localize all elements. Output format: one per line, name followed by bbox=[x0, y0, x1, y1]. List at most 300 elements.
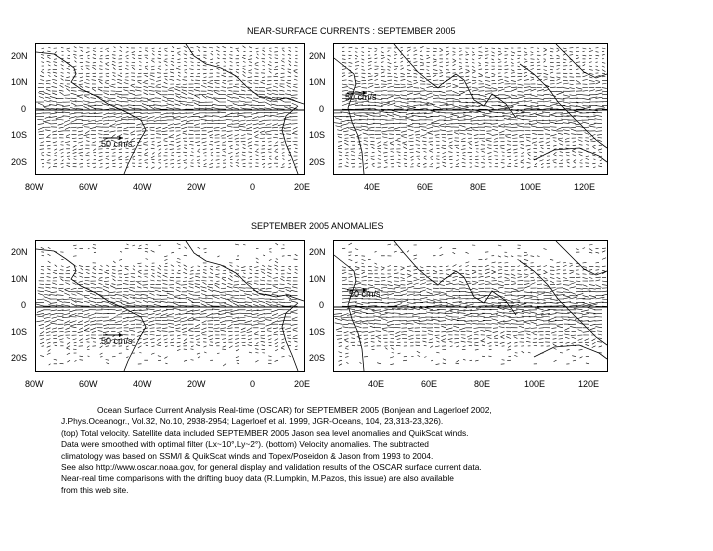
current-vector bbox=[482, 167, 485, 168]
current-vector bbox=[492, 88, 498, 90]
current-vector bbox=[388, 62, 392, 63]
current-vector bbox=[189, 293, 194, 295]
current-vector bbox=[126, 244, 128, 245]
current-vector bbox=[498, 292, 506, 294]
current-vector bbox=[152, 273, 154, 274]
current-vector bbox=[169, 134, 174, 136]
current-vector bbox=[421, 130, 426, 131]
current-vector bbox=[135, 90, 141, 91]
current-vector bbox=[498, 287, 503, 288]
current-vector bbox=[177, 342, 181, 343]
current-vector bbox=[383, 152, 387, 153]
current-vector bbox=[342, 84, 347, 85]
current-vector bbox=[255, 137, 258, 138]
current-vector bbox=[288, 69, 291, 70]
current-vector bbox=[466, 262, 470, 263]
current-vector bbox=[178, 163, 181, 164]
current-vector bbox=[417, 351, 420, 353]
current-vector bbox=[346, 362, 348, 364]
current-vector bbox=[90, 106, 96, 109]
current-vector bbox=[128, 295, 135, 296]
current-vector bbox=[580, 357, 583, 358]
current-vector bbox=[533, 148, 537, 149]
current-vector bbox=[479, 138, 485, 139]
current-vector bbox=[459, 328, 465, 330]
current-vector bbox=[77, 293, 83, 296]
current-vector bbox=[453, 331, 459, 332]
current-vector bbox=[550, 259, 553, 260]
current-vector bbox=[589, 291, 596, 292]
current-vector bbox=[145, 152, 148, 154]
current-vector bbox=[249, 269, 252, 270]
current-vector bbox=[466, 52, 468, 53]
current-vector bbox=[66, 348, 70, 349]
current-vector bbox=[53, 82, 57, 84]
current-vector bbox=[256, 155, 259, 156]
current-vector bbox=[570, 55, 574, 56]
ytick: 10N bbox=[11, 274, 28, 284]
current-vector bbox=[164, 160, 168, 161]
current-vector bbox=[557, 324, 563, 325]
current-vector bbox=[242, 57, 246, 59]
current-vector bbox=[504, 118, 511, 120]
current-vector bbox=[440, 285, 446, 286]
current-vector bbox=[112, 163, 115, 164]
current-vector bbox=[428, 334, 433, 335]
current-vector bbox=[492, 267, 495, 268]
current-vector bbox=[420, 108, 428, 109]
current-vector bbox=[267, 272, 271, 274]
current-vector bbox=[466, 70, 470, 71]
current-vector bbox=[439, 116, 446, 117]
current-vector bbox=[498, 54, 502, 56]
current-vector bbox=[293, 335, 297, 337]
current-vector bbox=[239, 126, 246, 127]
current-vector bbox=[401, 277, 405, 278]
current-vector bbox=[453, 302, 462, 303]
current-vector bbox=[47, 145, 51, 146]
current-vector bbox=[351, 151, 355, 152]
current-vector bbox=[440, 50, 444, 51]
current-vector bbox=[222, 278, 226, 281]
current-vector bbox=[360, 362, 362, 364]
current-vector bbox=[262, 265, 265, 266]
current-vector bbox=[342, 280, 347, 281]
current-vector bbox=[106, 265, 109, 267]
current-vector bbox=[262, 156, 265, 157]
current-vector bbox=[440, 70, 443, 72]
current-vector bbox=[234, 281, 239, 282]
current-vector bbox=[86, 272, 89, 273]
current-vector bbox=[104, 97, 109, 99]
current-vector bbox=[361, 126, 368, 127]
current-vector bbox=[355, 283, 361, 285]
caption bbox=[61, 405, 621, 496]
current-vector bbox=[79, 80, 83, 81]
current-vector bbox=[576, 293, 583, 295]
current-vector bbox=[66, 267, 70, 268]
current-vector bbox=[430, 310, 440, 311]
current-vector bbox=[570, 292, 576, 294]
current-vector bbox=[177, 244, 181, 245]
current-vector bbox=[539, 339, 544, 340]
current-vector bbox=[122, 321, 128, 323]
current-vector bbox=[167, 104, 174, 106]
current-vector bbox=[241, 328, 246, 330]
current-vector bbox=[243, 166, 246, 167]
current-vector bbox=[181, 295, 187, 296]
current-vector bbox=[562, 319, 569, 321]
current-vector bbox=[100, 55, 102, 56]
current-vector bbox=[531, 89, 537, 91]
current-vector bbox=[492, 73, 496, 74]
current-vector bbox=[592, 342, 596, 344]
current-vector bbox=[446, 86, 451, 88]
current-vector bbox=[98, 134, 103, 135]
current-vector bbox=[64, 120, 70, 122]
current-vector bbox=[433, 277, 438, 278]
current-vector bbox=[440, 86, 445, 87]
current-vector bbox=[211, 53, 213, 55]
current-vector bbox=[378, 159, 381, 160]
current-vector bbox=[563, 292, 570, 293]
current-vector bbox=[530, 322, 537, 324]
current-vector bbox=[72, 138, 77, 139]
current-vector bbox=[428, 330, 433, 331]
current-vector bbox=[495, 345, 498, 346]
current-vector bbox=[75, 119, 83, 120]
current-vector bbox=[267, 276, 271, 278]
current-vector bbox=[176, 142, 180, 143]
current-vector bbox=[256, 57, 259, 59]
current-vector bbox=[355, 61, 359, 62]
current-vector bbox=[148, 116, 155, 118]
current-vector bbox=[174, 89, 180, 92]
current-vector bbox=[550, 277, 554, 278]
current-vector bbox=[262, 61, 265, 62]
current-vector bbox=[292, 91, 297, 92]
current-vector bbox=[137, 287, 141, 289]
current-vector bbox=[103, 289, 109, 292]
current-vector bbox=[346, 158, 348, 160]
current-vector bbox=[563, 59, 566, 60]
current-vector bbox=[461, 338, 465, 339]
current-vector bbox=[46, 83, 50, 84]
current-vector bbox=[563, 95, 570, 97]
current-vector bbox=[537, 59, 539, 60]
current-vector bbox=[61, 76, 64, 77]
current-vector bbox=[207, 286, 213, 288]
current-vector bbox=[85, 280, 90, 281]
current-vector bbox=[56, 295, 63, 296]
current-vector bbox=[589, 77, 592, 78]
coastline bbox=[394, 241, 516, 315]
current-vector bbox=[401, 267, 405, 268]
current-vector bbox=[598, 166, 602, 167]
current-vector bbox=[125, 80, 129, 81]
current-vector bbox=[88, 356, 90, 357]
current-vector bbox=[546, 138, 550, 139]
current-vector bbox=[355, 262, 357, 263]
current-vector bbox=[291, 97, 297, 98]
current-vector bbox=[511, 103, 519, 106]
current-vector bbox=[273, 86, 278, 88]
current-vector bbox=[206, 96, 213, 98]
current-vector bbox=[498, 126, 504, 127]
current-vector bbox=[368, 83, 373, 84]
current-vector bbox=[253, 127, 258, 129]
current-vector bbox=[553, 145, 556, 146]
current-vector bbox=[184, 268, 187, 270]
current-vector bbox=[381, 66, 383, 67]
current-vector bbox=[356, 326, 362, 328]
current-vector bbox=[557, 82, 562, 84]
current-vector bbox=[92, 331, 96, 332]
current-vector bbox=[185, 72, 187, 73]
current-vector bbox=[96, 287, 102, 288]
current-vector bbox=[211, 152, 213, 153]
current-vector bbox=[202, 142, 207, 143]
current-vector bbox=[355, 249, 358, 250]
current-vector bbox=[394, 285, 400, 286]
map-panel-indian-anomaly bbox=[333, 240, 608, 372]
current-vector bbox=[92, 276, 96, 277]
current-vector bbox=[138, 82, 142, 84]
current-vector bbox=[51, 323, 57, 324]
current-vector bbox=[524, 259, 528, 260]
current-vector bbox=[74, 106, 83, 107]
current-vector bbox=[524, 252, 527, 253]
current-vector bbox=[275, 159, 278, 160]
current-vector bbox=[557, 48, 560, 49]
current-vector bbox=[200, 300, 206, 302]
current-vector bbox=[365, 167, 368, 169]
current-vector bbox=[249, 82, 252, 84]
current-vector bbox=[130, 131, 135, 134]
current-vector bbox=[511, 70, 514, 71]
current-vector bbox=[345, 340, 349, 342]
current-vector bbox=[59, 277, 63, 278]
current-vector bbox=[441, 335, 446, 337]
current-vector bbox=[282, 65, 285, 66]
current-vector bbox=[485, 330, 491, 331]
current-vector bbox=[518, 274, 523, 275]
current-vector bbox=[381, 269, 384, 270]
xtick: 20W bbox=[187, 379, 206, 389]
current-vector bbox=[420, 95, 427, 96]
current-vector bbox=[294, 160, 297, 161]
current-vector bbox=[275, 346, 278, 347]
current-vector bbox=[472, 288, 478, 289]
current-vector bbox=[288, 60, 291, 62]
current-vector bbox=[505, 80, 509, 81]
current-vector bbox=[40, 342, 44, 344]
current-vector bbox=[105, 80, 109, 81]
current-vector bbox=[149, 90, 155, 91]
current-vector bbox=[394, 98, 401, 99]
current-vector bbox=[371, 156, 375, 157]
current-vector bbox=[514, 166, 517, 167]
current-vector bbox=[71, 120, 77, 122]
current-vector bbox=[502, 360, 505, 361]
current-vector bbox=[448, 339, 453, 340]
current-vector bbox=[446, 54, 449, 56]
current-vector bbox=[47, 134, 50, 136]
current-vector bbox=[395, 130, 401, 131]
current-vector bbox=[537, 65, 540, 66]
current-vector bbox=[275, 73, 278, 74]
current-vector bbox=[236, 62, 239, 63]
current-vector bbox=[563, 102, 570, 103]
current-vector bbox=[539, 342, 544, 343]
current-vector bbox=[198, 163, 200, 164]
current-vector bbox=[174, 108, 181, 109]
current-vector bbox=[492, 55, 495, 56]
current-vector bbox=[167, 293, 174, 295]
current-vector bbox=[544, 54, 547, 55]
current-vector bbox=[156, 134, 161, 135]
current-vector bbox=[100, 163, 102, 164]
current-vector bbox=[251, 107, 258, 109]
current-vector bbox=[453, 291, 461, 292]
current-vector bbox=[596, 252, 600, 253]
current-vector bbox=[165, 342, 168, 343]
current-vector bbox=[162, 127, 167, 129]
current-vector bbox=[98, 79, 102, 80]
xtick: 60W bbox=[79, 379, 98, 389]
current-vector bbox=[459, 83, 464, 84]
current-vector bbox=[375, 299, 382, 300]
current-vector bbox=[362, 62, 364, 63]
current-vector bbox=[498, 89, 505, 91]
current-vector bbox=[474, 331, 479, 332]
current-vector bbox=[589, 90, 595, 92]
current-vector bbox=[485, 72, 488, 73]
current-vector bbox=[73, 149, 77, 151]
current-vector bbox=[61, 73, 64, 74]
current-vector bbox=[471, 127, 478, 128]
current-vector bbox=[427, 127, 433, 129]
current-vector bbox=[518, 290, 525, 292]
current-vector bbox=[227, 134, 232, 136]
current-vector bbox=[124, 274, 128, 275]
current-vector bbox=[375, 69, 379, 70]
current-vector bbox=[394, 287, 400, 288]
current-vector bbox=[570, 88, 575, 89]
current-vector bbox=[564, 334, 569, 335]
current-vector bbox=[41, 62, 44, 63]
caption-line: from this web site. bbox=[61, 484, 129, 495]
current-vector bbox=[145, 57, 148, 59]
current-vector bbox=[427, 93, 433, 95]
current-vector bbox=[221, 324, 226, 325]
current-vector bbox=[177, 54, 180, 56]
current-vector bbox=[63, 299, 70, 300]
current-vector bbox=[535, 163, 537, 165]
current-vector bbox=[41, 152, 44, 153]
current-vector bbox=[261, 152, 265, 153]
current-vector bbox=[137, 124, 142, 126]
current-vector bbox=[381, 47, 383, 48]
current-vector bbox=[551, 130, 556, 131]
current-vector bbox=[440, 95, 447, 96]
current-vector bbox=[465, 315, 472, 317]
current-vector bbox=[596, 82, 600, 84]
current-vector bbox=[427, 273, 430, 274]
current-vector bbox=[355, 269, 359, 271]
current-vector bbox=[143, 86, 148, 87]
current-vector bbox=[40, 328, 44, 329]
current-vector bbox=[157, 295, 161, 296]
current-vector bbox=[482, 151, 485, 152]
current-vector bbox=[229, 69, 233, 70]
current-vector bbox=[235, 346, 239, 347]
current-vector bbox=[602, 88, 607, 89]
current-vector bbox=[135, 301, 141, 303]
current-vector bbox=[182, 324, 187, 325]
current-vector bbox=[162, 87, 168, 88]
current-vector bbox=[463, 359, 466, 360]
current-vector bbox=[125, 68, 128, 69]
current-vector bbox=[289, 356, 291, 357]
current-vector bbox=[544, 48, 547, 50]
current-vector bbox=[578, 339, 583, 341]
current-vector bbox=[199, 94, 206, 95]
current-vector bbox=[511, 319, 518, 320]
current-vector bbox=[61, 167, 63, 168]
current-vector bbox=[498, 76, 502, 77]
current-vector bbox=[113, 67, 115, 69]
current-vector bbox=[78, 313, 83, 314]
current-vector bbox=[375, 277, 380, 278]
current-vector bbox=[394, 52, 396, 53]
current-vector bbox=[421, 134, 427, 136]
current-vector bbox=[502, 152, 505, 153]
current-vector bbox=[81, 50, 83, 52]
current-vector bbox=[86, 68, 89, 70]
current-vector bbox=[175, 127, 181, 128]
current-vector bbox=[382, 137, 387, 138]
current-vector bbox=[544, 50, 547, 52]
current-vector bbox=[59, 90, 64, 91]
current-vector bbox=[190, 47, 193, 48]
current-vector bbox=[368, 65, 371, 66]
current-vector bbox=[387, 114, 394, 116]
current-vector bbox=[188, 299, 194, 302]
current-vector bbox=[519, 326, 524, 328]
current-vector bbox=[61, 142, 64, 143]
current-vector bbox=[492, 272, 497, 274]
current-vector bbox=[589, 285, 595, 286]
current-vector bbox=[157, 345, 161, 346]
current-vector bbox=[109, 113, 116, 114]
current-vector bbox=[539, 160, 543, 162]
current-vector bbox=[71, 93, 77, 95]
current-vector bbox=[509, 317, 518, 318]
current-vector bbox=[420, 98, 427, 99]
current-vector bbox=[105, 284, 109, 285]
current-vector bbox=[57, 300, 64, 303]
current-vector bbox=[485, 93, 492, 95]
current-vector bbox=[394, 95, 400, 96]
current-vector bbox=[448, 152, 452, 153]
current-vector bbox=[268, 339, 271, 340]
current-vector bbox=[129, 330, 135, 332]
current-vector bbox=[285, 287, 291, 288]
current-vector bbox=[498, 277, 502, 278]
current-vector bbox=[98, 160, 102, 161]
current-vector bbox=[190, 155, 194, 156]
